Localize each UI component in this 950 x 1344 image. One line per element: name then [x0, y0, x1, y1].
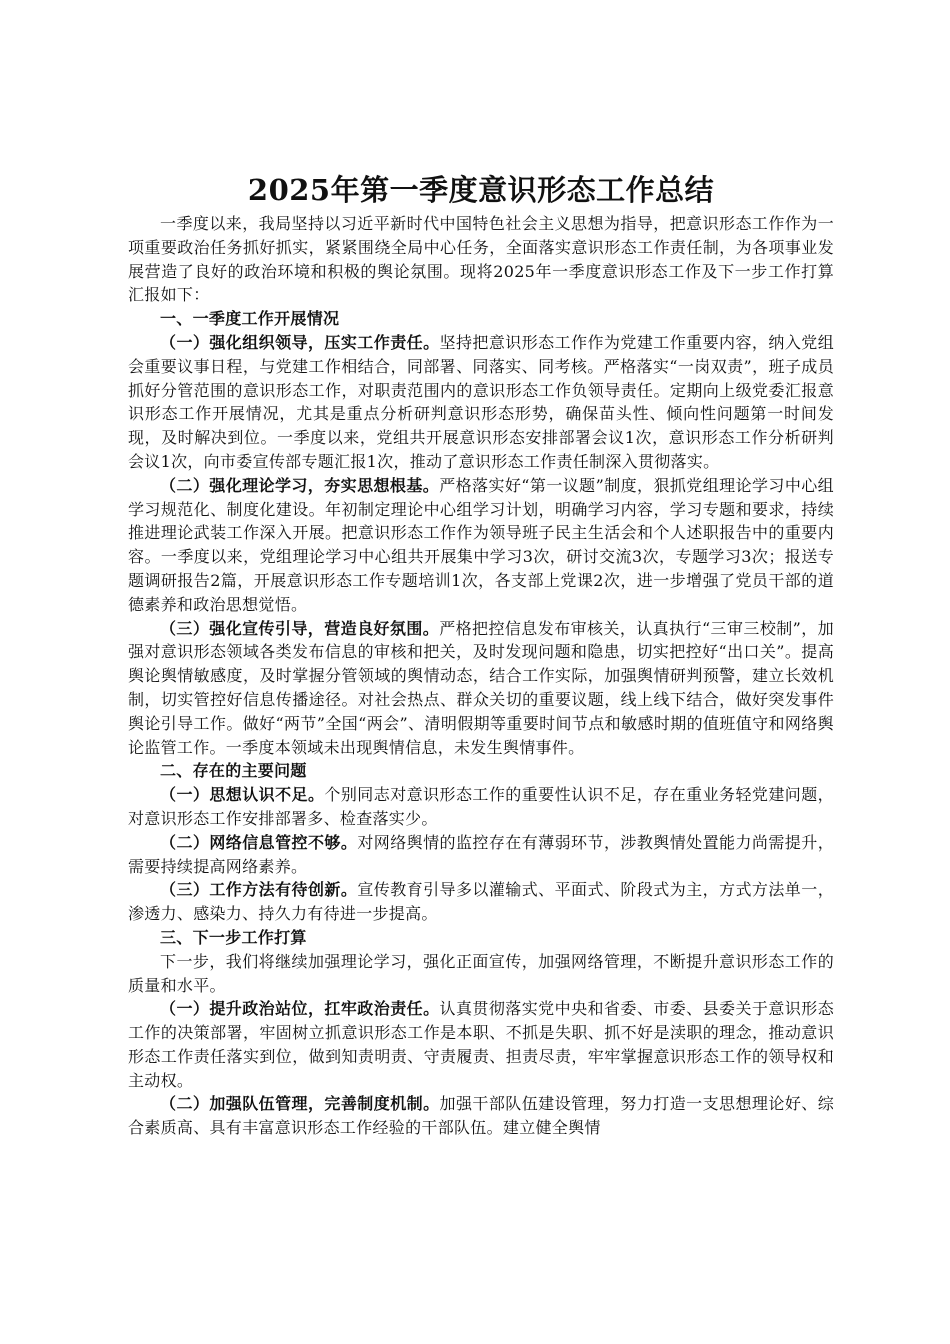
- paragraph-text: 认真贯彻落实党中央和省委、市委、县委关于意识形态工作的决策部署，牢固树立抓意识形态工作是本职、不抓是失职、抓不好是渎职的理念，推动意识形态工作责任落实到位，做到知责明责、守责履责、担责尽责，牢牢掌握意识形态工作的领导权和主动权。: [128, 999, 835, 1090]
- section-heading-3: 三、下一步工作打算: [160, 927, 307, 947]
- paragraph-text: 个别同志对意识形态工作的重要性认识不足，存在重业务轻党建问题，对意识形态工作安排部署多、检查落实少。: [128, 785, 834, 828]
- paragraph-2-1: [128, 783, 834, 831]
- paragraph-text: 严格落实好“第一议题”制度，狠抓党组理论学习中心组学习规范化、制度化建设。年初制定理论中心组学习计划，明确学习内容，学习专题和要求，持续推进理论武装工作深入开展。把意识形态工作作为领导班子民主生活会和个人述职报告中的重要内容。一季度以来，党组理论学习中心组共开展集中学习3次，研讨交流3次，专题学习3次；报送专题调研报告2篇，开展意识形态工作专题培训1次，各支部上党课2次，进一步增强了党员干部的道德素养和政治思想觉悟。: [128, 475, 834, 614]
- paragraph-text: 坚持把意识形态工作作为党建工作重要内容，纳入党组会重要议事日程，与党建工作相结合，同部署、同落实、同考核。严格落实“一岗双责”，班子成员抓好分管范围的意识形态工作，对职责范围内的意识形态工作负领导责任。定期向上级党委汇报意识形态工作开展情况，尤其是重点分析研判意识形态形势，确保苗头性、倾向性问题第一时间发现，及时解决到位。一季度以来，党组共开展意识形态安排部署会议1次，意识形态工作分析研判会议1次，向市委宣传部专题汇报1次，推动了意识形态工作责任制深入贯彻落实。: [128, 332, 835, 471]
- paragraph-text: 宣传教育引导多以灌输式、平面式、阶段式为主，方式方法单一，渗透力、感染力、持久力有待进一步提高。: [128, 880, 834, 924]
- paragraph-2-3: [128, 878, 834, 926]
- intro-paragraph: 一季度以来，我局坚持以习近平新时代中国特色社会主义思想为指导，把意识形态工作作为一项重要政治任务抓好抓实，紧紧围绕全局中心任务，全面落实意识形态工作责任制，为各项事业发展营造了良好的政治环境和积极的舆论氛围。现将2025年一季度意识形态工作及下一步工作打算汇报如下：: [128, 214, 834, 305]
- paragraph-lead: （一）提升政治站位，扛牢政治责任。: [160, 999, 440, 1019]
- paragraph-lead: （二）加强队伍管理，完善制度机制。: [160, 1094, 440, 1114]
- paragraph-lead: （二）网络信息管控不够。: [160, 832, 358, 852]
- document-body: [128, 168, 834, 1140]
- paragraph-text: 加强干部队伍建设管理，努力打造一支思想理论好、综合素质高、具有丰富意识形态工作经验的干部队伍。建立健全舆情: [128, 1094, 835, 1138]
- document-title: 2025年第一季度意识形态工作总结: [247, 173, 715, 207]
- section-heading-1: 一、一季度工作开展情况: [160, 309, 340, 329]
- paragraph-3-intro: 下一步，我们将继续加强理论学习，强化正面宣传，加强网络管理，不断提升意识形态工作的质量和水平。: [128, 951, 834, 995]
- paragraph-3-2: [128, 1092, 834, 1140]
- paragraph-lead: （二）强化理论学习，夯实思想根基。: [160, 475, 440, 495]
- paragraph-1-3: [128, 617, 834, 760]
- paragraph-text: 严格把控信息发布审核关，认真执行“三审三校制”，加强对意识形态领域各类发布信息的审核和把关，及时发现问题和隐患，切实把控好“出口关”。提高舆论舆情敏感度，及时掌握分管领域的舆情动态，结合工作实际，加强舆情研判预警，建立长效机制，切实管控好信息传播途径。对社会热点、群众关切的重要议题，线上线下结合，做好突发事件舆论引导工作。做好“两节”全国“两会”、清明假期等重要时间节点和敏感时期的值班值守和网络舆论监管工作。一季度本领域未出现舆情信息，未发生舆情事件。: [128, 618, 834, 757]
- paragraph-lead: （一）强化组织领导，压实工作责任。: [160, 332, 440, 352]
- paragraph-lead: （三）工作方法有待创新。: [160, 880, 358, 900]
- paragraph-3-1: [128, 997, 834, 1092]
- section-heading-2: 二、存在的主要问题: [160, 761, 307, 781]
- paragraph-text: 对网络舆情的监控存在有薄弱环节，涉教舆情处置能力尚需提升，需要持续提高网络素养。: [128, 832, 834, 876]
- paragraph-1-2: [128, 474, 834, 617]
- paragraph-lead: （三）强化宣传引导，营造良好氛围。: [160, 618, 440, 638]
- paragraph-1-1: [128, 331, 834, 474]
- paragraph-lead: （一）思想认识不足。: [160, 785, 325, 805]
- paragraph-2-2: [128, 831, 834, 879]
